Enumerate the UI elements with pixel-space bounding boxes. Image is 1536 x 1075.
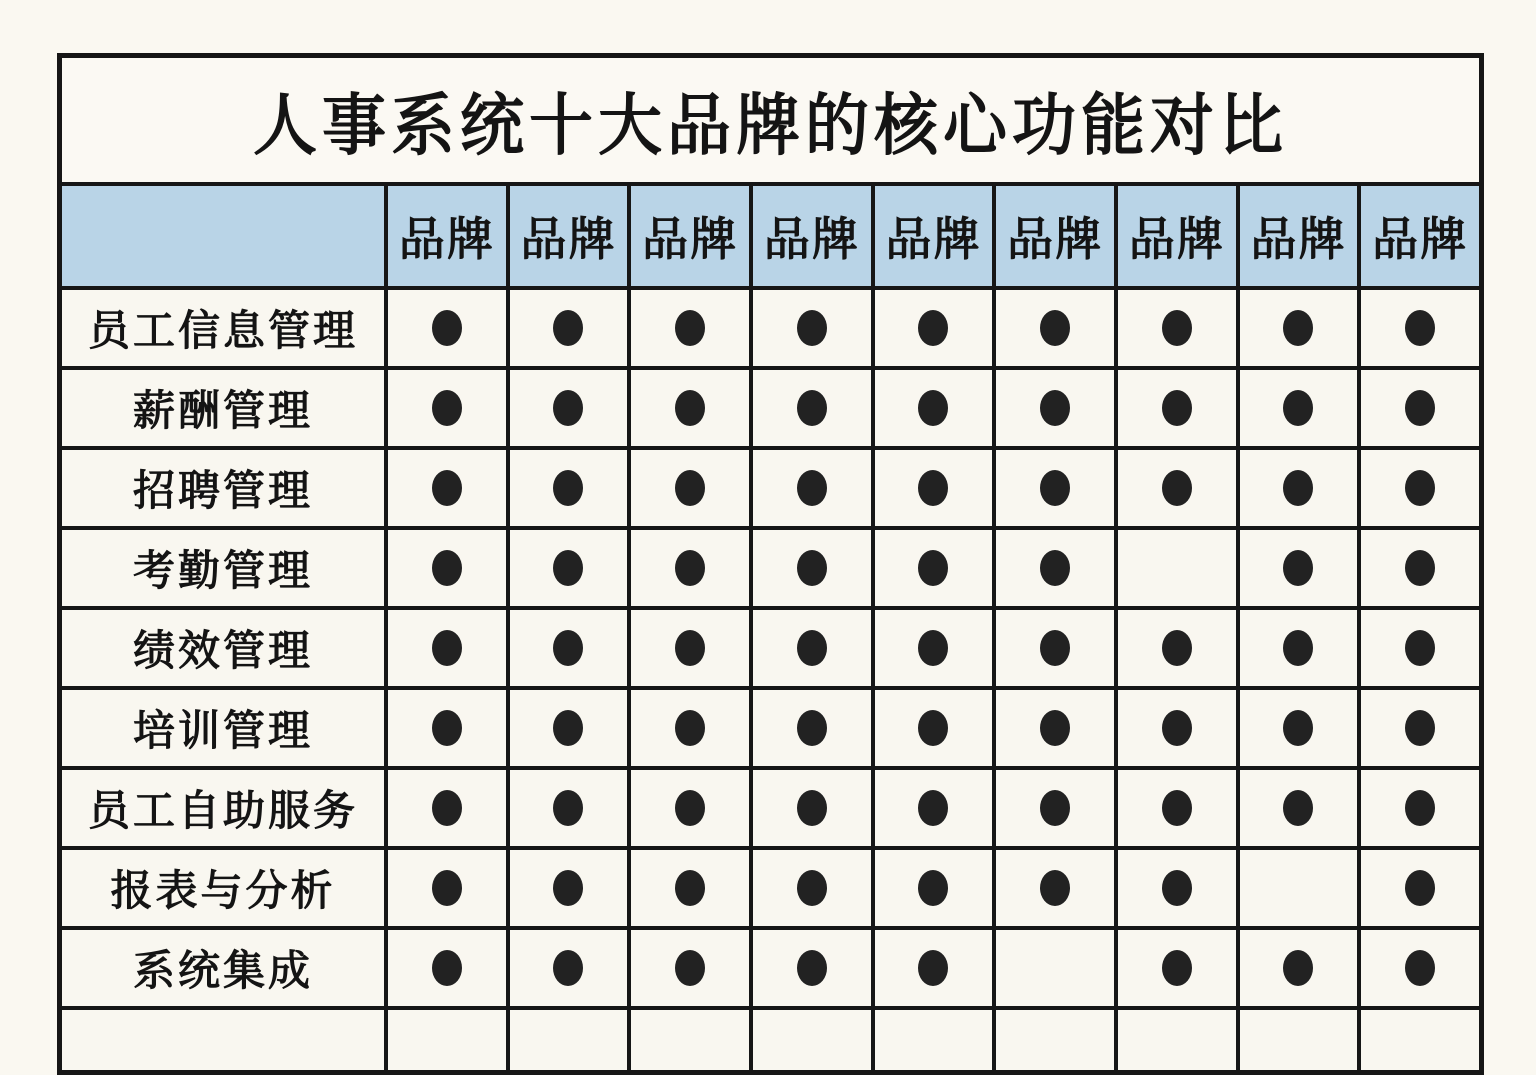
filled-dot-icon [1040, 710, 1070, 746]
dot-cell [992, 370, 1114, 446]
dot-cell [1236, 530, 1358, 606]
dot-cell [992, 290, 1114, 366]
dot-cell [1357, 770, 1479, 846]
filled-dot-icon [1405, 710, 1435, 746]
filled-dot-icon [797, 870, 827, 906]
dot-cell [384, 690, 506, 766]
dot-cell [871, 370, 993, 446]
dot-cell [1236, 610, 1358, 686]
feature-label-cell: 培训管理 [132, 706, 313, 755]
filled-dot-icon [1405, 310, 1435, 346]
dot-cell [506, 930, 628, 1006]
filled-dot-icon [1283, 950, 1313, 986]
dot-cell [1114, 1010, 1236, 1070]
dot-cell [384, 610, 506, 686]
filled-dot-icon [918, 630, 948, 666]
filled-dot-icon [797, 630, 827, 666]
brand-header-cell: 品牌 [1236, 186, 1358, 286]
dot-cell [992, 450, 1114, 526]
brand-header-cell: 品牌 [1114, 186, 1236, 286]
dot-cell [871, 770, 993, 846]
filled-dot-icon [1040, 470, 1070, 506]
filled-dot-icon [1040, 550, 1070, 586]
filled-dot-icon [797, 550, 827, 586]
table-title: 人事系统十大品牌的核心功能对比 [253, 87, 1288, 166]
dot-cell [384, 930, 506, 1006]
dot-cell [627, 610, 749, 686]
brand-header-cell: 品牌 [749, 186, 871, 286]
brand-header-cell: 品牌 [1357, 186, 1479, 286]
filled-dot-icon [1162, 470, 1192, 506]
filled-dot-icon [1040, 310, 1070, 346]
dot-cell [1357, 850, 1479, 926]
filled-dot-icon [918, 790, 948, 826]
dot-cell [1357, 690, 1479, 766]
filled-dot-icon [432, 950, 462, 986]
filled-dot-icon [797, 310, 827, 346]
table-row [62, 686, 1479, 766]
filled-dot-icon [918, 390, 948, 426]
feature-label-cell: 薪酬管理 [132, 386, 313, 435]
dot-cell [871, 530, 993, 606]
dot-cell [384, 290, 506, 366]
brand-header-cell: 品牌 [992, 186, 1114, 286]
dot-cell [1236, 370, 1358, 446]
table-row [62, 846, 1479, 926]
dot-cell [1114, 770, 1236, 846]
filled-dot-icon [1162, 790, 1192, 826]
filled-dot-icon [797, 790, 827, 826]
comparison-table [57, 53, 1484, 1075]
dot-cell [627, 850, 749, 926]
dot-cell [1357, 290, 1479, 366]
dot-cell [1236, 450, 1358, 526]
filled-dot-icon [1162, 630, 1192, 666]
feature-label-cell: 考勤管理 [132, 546, 313, 595]
filled-dot-icon [553, 630, 583, 666]
filled-dot-icon [553, 550, 583, 586]
dot-cell [627, 690, 749, 766]
dot-cell [749, 770, 871, 846]
dot-cell [506, 610, 628, 686]
filled-dot-icon [432, 550, 462, 586]
table-row [62, 606, 1479, 686]
dot-cell [1114, 610, 1236, 686]
dot-cell [871, 690, 993, 766]
filled-dot-icon [1283, 390, 1313, 426]
filled-dot-icon [675, 950, 705, 986]
dot-cell [871, 610, 993, 686]
filled-dot-icon [553, 870, 583, 906]
filled-dot-icon [1283, 310, 1313, 346]
dot-cell [627, 450, 749, 526]
dot-cell [384, 850, 506, 926]
brand-header-cell: 品牌 [871, 186, 993, 286]
filled-dot-icon [797, 470, 827, 506]
filled-dot-icon [1283, 470, 1313, 506]
dot-cell [1114, 370, 1236, 446]
dot-cell [992, 850, 1114, 926]
dot-cell [1236, 290, 1358, 366]
dot-cell [749, 530, 871, 606]
dot-cell [992, 770, 1114, 846]
filled-dot-icon [1040, 630, 1070, 666]
filled-dot-icon [1405, 470, 1435, 506]
dot-cell [1357, 1010, 1479, 1070]
filled-dot-icon [432, 630, 462, 666]
filled-dot-icon [1162, 710, 1192, 746]
table-title-row [62, 58, 1479, 182]
dot-cell [1357, 930, 1479, 1006]
dot-cell [384, 370, 506, 446]
dot-cell [506, 770, 628, 846]
dot-cell [1236, 1010, 1358, 1070]
dot-cell [627, 930, 749, 1006]
table-row [62, 286, 1479, 366]
dot-cell [506, 290, 628, 366]
filled-dot-icon [675, 470, 705, 506]
dot-cell [1114, 690, 1236, 766]
dot-cell [627, 770, 749, 846]
dot-cell [1236, 770, 1358, 846]
filled-dot-icon [918, 310, 948, 346]
dot-cell [749, 290, 871, 366]
dot-cell [1114, 530, 1236, 606]
dot-cell [1357, 370, 1479, 446]
filled-dot-icon [553, 390, 583, 426]
header-row [62, 182, 1479, 286]
filled-dot-icon [1283, 710, 1313, 746]
table-row [62, 526, 1479, 606]
dot-cell [1357, 610, 1479, 686]
dot-cell [506, 530, 628, 606]
filled-dot-icon [675, 390, 705, 426]
dot-cell [1114, 290, 1236, 366]
dot-cell [506, 1010, 628, 1070]
dot-cell [1114, 450, 1236, 526]
dot-cell [627, 290, 749, 366]
dot-cell [506, 450, 628, 526]
dot-cell [749, 930, 871, 1006]
dot-cell [749, 850, 871, 926]
corner-cell [62, 186, 384, 286]
partial-table-row [62, 1006, 1479, 1070]
filled-dot-icon [1162, 950, 1192, 986]
filled-dot-icon [918, 470, 948, 506]
dot-cell [871, 1010, 993, 1070]
dot-cell [871, 290, 993, 366]
filled-dot-icon [432, 790, 462, 826]
dot-cell [506, 850, 628, 926]
dot-cell [871, 450, 993, 526]
table-row [62, 446, 1479, 526]
filled-dot-icon [675, 310, 705, 346]
brand-header-cell: 品牌 [506, 186, 628, 286]
filled-dot-icon [675, 870, 705, 906]
dot-cell [749, 450, 871, 526]
feature-label-cell: 绩效管理 [132, 626, 313, 675]
dot-cell [871, 930, 993, 1006]
dot-cell [992, 930, 1114, 1006]
filled-dot-icon [1283, 630, 1313, 666]
dot-cell [871, 850, 993, 926]
filled-dot-icon [797, 950, 827, 986]
filled-dot-icon [1040, 390, 1070, 426]
feature-label-cell: 系统集成 [132, 946, 313, 995]
dot-cell [749, 370, 871, 446]
dot-cell [992, 690, 1114, 766]
filled-dot-icon [918, 870, 948, 906]
table-row [62, 926, 1479, 1006]
filled-dot-icon [675, 710, 705, 746]
feature-label-cell: 招聘管理 [132, 466, 313, 515]
filled-dot-icon [1405, 950, 1435, 986]
filled-dot-icon [1040, 790, 1070, 826]
filled-dot-icon [797, 710, 827, 746]
filled-dot-icon [553, 790, 583, 826]
filled-dot-icon [1040, 870, 1070, 906]
filled-dot-icon [675, 630, 705, 666]
filled-dot-icon [1405, 630, 1435, 666]
dot-cell [1357, 530, 1479, 606]
dot-cell [1236, 930, 1358, 1006]
table-body [62, 286, 1479, 1070]
filled-dot-icon [1405, 870, 1435, 906]
dot-cell [749, 690, 871, 766]
dot-cell [992, 530, 1114, 606]
table-row [62, 366, 1479, 446]
dot-cell [627, 530, 749, 606]
filled-dot-icon [1405, 390, 1435, 426]
filled-dot-icon [797, 390, 827, 426]
feature-label-cell: 报表与分析 [110, 866, 336, 915]
dot-cell [1236, 850, 1358, 926]
filled-dot-icon [1162, 390, 1192, 426]
filled-dot-icon [1283, 790, 1313, 826]
dot-cell [992, 610, 1114, 686]
feature-label-cell [62, 1010, 384, 1070]
dot-cell [1114, 930, 1236, 1006]
feature-label-cell: 员工信息管理 [87, 306, 358, 355]
filled-dot-icon [1162, 870, 1192, 906]
filled-dot-icon [432, 710, 462, 746]
filled-dot-icon [918, 550, 948, 586]
filled-dot-icon [553, 310, 583, 346]
brand-header-cell: 品牌 [627, 186, 749, 286]
filled-dot-icon [675, 550, 705, 586]
dot-cell [384, 450, 506, 526]
dot-cell [1236, 690, 1358, 766]
dot-cell [627, 1010, 749, 1070]
filled-dot-icon [918, 710, 948, 746]
dot-cell [1114, 850, 1236, 926]
filled-dot-icon [553, 470, 583, 506]
dot-cell [1357, 450, 1479, 526]
filled-dot-icon [1162, 310, 1192, 346]
filled-dot-icon [553, 710, 583, 746]
filled-dot-icon [432, 390, 462, 426]
dot-cell [384, 530, 506, 606]
filled-dot-icon [1283, 550, 1313, 586]
feature-label-cell: 员工自助服务 [87, 786, 358, 835]
filled-dot-icon [1405, 550, 1435, 586]
filled-dot-icon [918, 950, 948, 986]
dot-cell [627, 370, 749, 446]
dot-cell [384, 1010, 506, 1070]
filled-dot-icon [675, 790, 705, 826]
dot-cell [384, 770, 506, 846]
dot-cell [506, 370, 628, 446]
filled-dot-icon [432, 870, 462, 906]
filled-dot-icon [553, 950, 583, 986]
brand-header-cell: 品牌 [384, 186, 506, 286]
filled-dot-icon [432, 310, 462, 346]
dot-cell [992, 1010, 1114, 1070]
filled-dot-icon [432, 470, 462, 506]
dot-cell [749, 1010, 871, 1070]
dot-cell [749, 610, 871, 686]
dot-cell [506, 690, 628, 766]
table-row [62, 766, 1479, 846]
filled-dot-icon [1405, 790, 1435, 826]
